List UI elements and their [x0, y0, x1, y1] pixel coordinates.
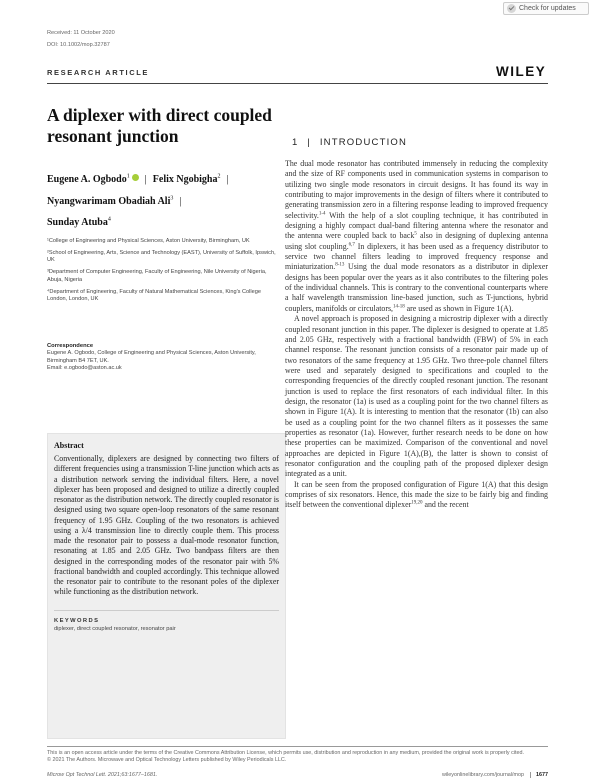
license-text: This is an open access article under the terms of the Creative Commons Attribution License, which permits use, distribution and reproduction in any medium, provided the original work is properly cited.: [47, 750, 525, 756]
footer-right: [442, 772, 548, 778]
check-for-updates-badge[interactable]: [503, 2, 589, 15]
section-heading: 1 | INTRODUCTION: [292, 137, 408, 148]
affiliation-3: ³Department of Computer Engineering, Faculty of Engineering, Nile University of Nigeria, Abuja, Nigeria: [47, 269, 267, 283]
correspondence: [47, 343, 280, 373]
section-title: INTRODUCTION: [319, 137, 408, 148]
affiliation-4: ⁴Department of Engineering, Faculty of Natural Mathematical Sciences, King's College London, London, UK: [47, 288, 261, 303]
received-date: Received: 11 October 2020: [47, 30, 115, 36]
author-list: Eugene A. Ogbodo$^1$ | Felix Ngobigha$^2$ | Nyangwarimam Obadiah Ali$^3$ | Sunday Atuba$^4$: [47, 174, 229, 228]
citation[interactable]: 14-18: [393, 304, 405, 310]
keywords: diplexer, direct coupled resonator, resonator pair: [54, 625, 176, 632]
license-footnote: [47, 750, 548, 763]
doi[interactable]: DOI: 10.1002/mop.32787: [47, 42, 110, 48]
article-type: RESEARCH ARTICLE: [47, 68, 149, 77]
author-2[interactable]: Felix Ngobigha$^2$: [152, 174, 221, 186]
affiliation-1: ¹College of Engineering and Physical Sciences, Aston University, Birmingham, UK: [47, 238, 250, 244]
footer-divider: [47, 746, 548, 747]
author-4[interactable]: Sunday Atuba$^4$: [47, 216, 111, 228]
correspondence-email[interactable]: Email: e.ogbodo@aston.ac.uk: [47, 365, 122, 372]
orcid-icon[interactable]: [132, 174, 139, 181]
publisher-logo: WILEY: [496, 64, 547, 79]
check-updates-icon: [507, 4, 516, 13]
journal-url[interactable]: wileyonlinelibrary.com/journal/mop: [442, 772, 524, 778]
abstract-box: [47, 433, 286, 739]
abstract-text: Conventionally, diplexers are designed by connecting two filters of different frequencies using a transmission T-line junction which acts as a distribution network serving the individual filters. Here, a novel diplexer has been proposed and designed to utilize a directly coupled resonator as the distribution network. The directly coupled resonator is designed using two square open-loop resonators of the same resonant frequency of 1.95 GHz. Coupling of the two resonators is achieved using a λ/4 transmission line to directly couple them. This process made the resonator pair to possess a dual-mode resonator function, resonating at 1.85 and 2.05 GHz. Two bandpass filters are then designed in the corresponding modes of the resonator pair with 5% fractional bandwidth and coupled accordingly. This technique allowed the resonator pair to contribute to the resonant poles of the diplexer while functioning as the distribution network.: [54, 454, 279, 597]
citation[interactable]: 1-4: [318, 211, 326, 217]
keywords-heading: KEYWORDS: [54, 610, 279, 624]
author-3[interactable]: Nyangwarimam Obadiah Ali$^3$: [47, 195, 174, 207]
citation[interactable]: 6,7: [348, 242, 355, 248]
affiliations: [47, 238, 280, 308]
abstract-heading: Abstract: [54, 441, 84, 450]
citation[interactable]: 5: [414, 231, 417, 237]
paragraph: A novel approach is proposed in designing a microstrip diplexer with a directly coupled resonant junction in this paper. The diplexer is designed to operate at 1.85 and 2.05 GHz, respectively with a fractional bandwidth (FBW) of 5% in each channel response. The resonant junction consists of a resonator pair made up of two resonators of the same frequency at 1.95 GHz. Two three-pole channel filters were used and separately designed to specifications and coupled to the corresponding frequencies of the directly coupled resonant junction. The resonant junction is used to replace the first resonators of each individual filter. In this design, the resonator (1a) is used as a coupling point for the two channel filters as shown in Figure 1(A). It is interesting to mention that the resonator (1b) can also be used as a coupling point for the two channel filters as it possesses the same properties as resonator (1a). However, further research needs to be done on how these properties can be maximized. Comparison of the conventional and novel approaches are depicted in Figure 1(A),(B), the latter is shown to consist of resonator configuration and the coupling path of the proposed diplexer design integrated as a unit.: [285, 314, 548, 479]
page-number: 1677: [530, 772, 548, 778]
article-title: A diplexer with direct coupled resonant junction: [47, 105, 272, 146]
paragraph: The dual mode resonator has contributed immensely in reducing the complexity and the size of RF components used in communication systems in comparison to utilizing two single mode resonators in circuit designs. It has found its way in contributing to major improvements in the design of filters where it contributed to generating transmission zero in a filtering response leading to improved frequency selectivity.$^{1-4}$ With the help of a slot coupling technique, it has contributed in designing a highly compact dual-band filtering antenna where the resonator and the antenna were coupled back to back$^5$ also in designing of duplexing antenna using slot coupling.$^{6,7}$ In diplexers, it has been used as a frequency distributor to service two channel filters leading to improved frequency response and miniaturization.$^{8-13}$ Using the dual mode resonators as a distributor in diplexer designs has been popular over the years as it also contributes to the filtering poles of the individual channels. This is contrary to the conventional counterparts where a half wavelength transmission line-based junction, such as T-junctions, hybrid couplers, manifolds or circulators,$^{14-18}$ are used as shown in Figure 1(A).: [285, 159, 549, 313]
body-text: [285, 159, 548, 511]
correspondence-heading: Correspondence: [47, 343, 94, 349]
paragraph: It can be seen from the proposed configuration of Figure 1(A) that this design comprises of six resonators. Hence, this made the size to be fairly big and finding itself between the conventional diplexer$^{19,20}$ and the recent: [285, 479, 548, 510]
affiliation-2: ²School of Engineering, Arts, Science and Technology (EAST), University of Suffolk, Ipswich, UK: [47, 250, 276, 264]
correspondence-text: Eugene A. Ogbodo, College of Engineering and Physical Sciences, Aston University, Birmingham B4 7ET, UK.: [47, 350, 256, 364]
header-divider: [47, 83, 548, 84]
copyright-text: © 2021 The Authors. Microwave and Optical Technology Letters published by Wiley Periodicals LLC.: [47, 756, 287, 763]
section-number: 1: [292, 137, 299, 148]
check-updates-label: Check for updates: [519, 5, 576, 12]
citation[interactable]: 19,20: [411, 500, 423, 506]
citation[interactable]: 8-13: [335, 262, 345, 268]
author-1[interactable]: Eugene A. Ogbodo$^1$: [47, 174, 130, 186]
journal-citation: Microw Opt Technol Lett. 2021;63:1677–1681.: [47, 772, 158, 778]
